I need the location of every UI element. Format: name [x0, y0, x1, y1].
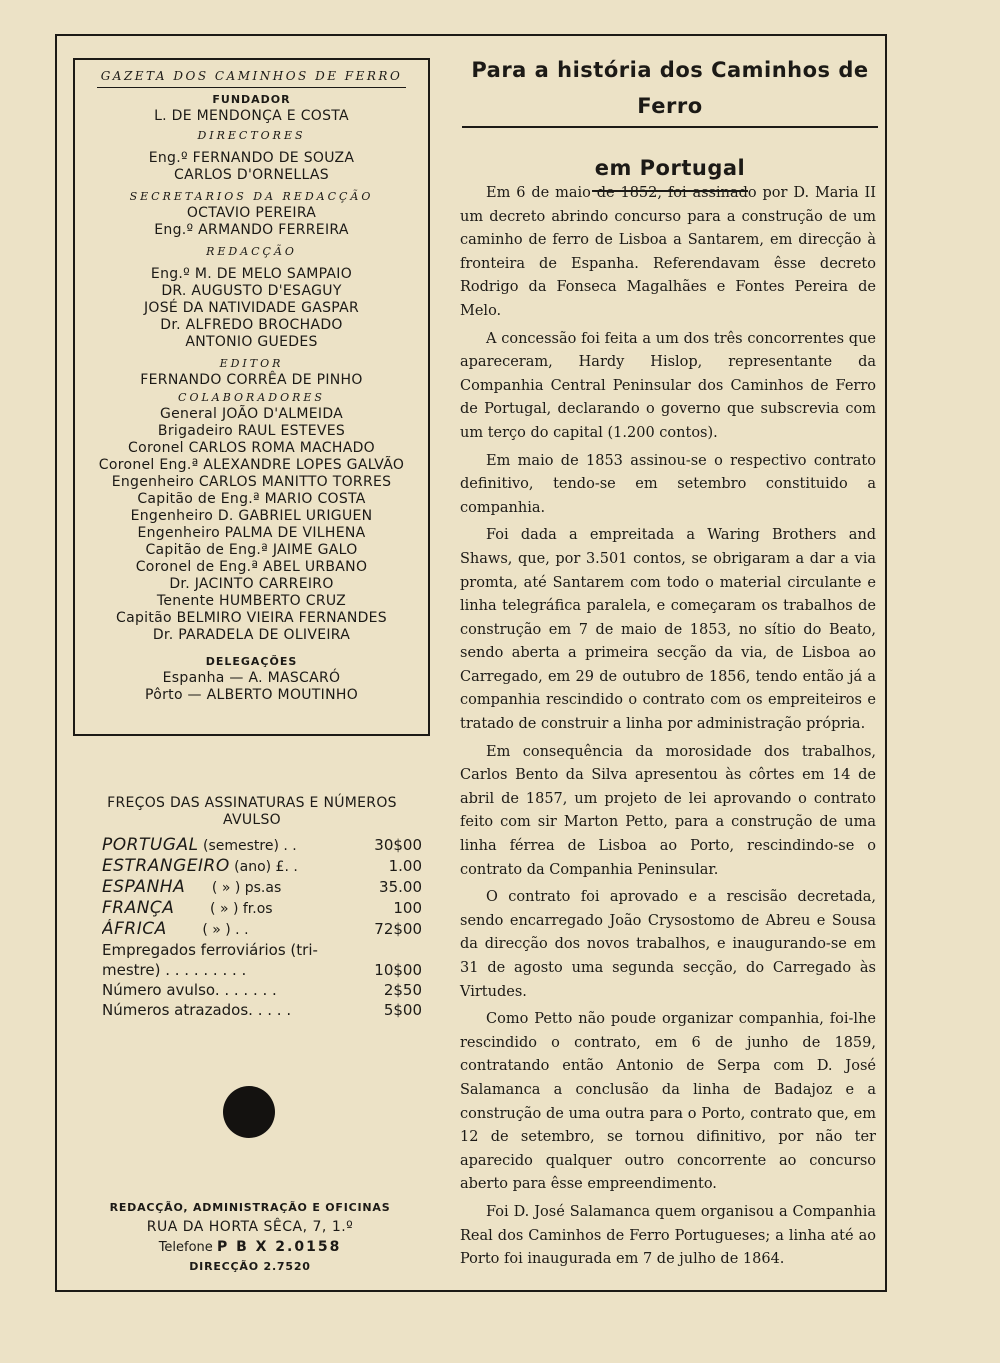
headline-line-2: em Portugal — [594, 156, 746, 180]
director-name: Eng.º FERNANDO DE SOUZA — [148, 150, 355, 166]
address-heading: REDACÇÃO, ADMINISTRAÇÃO E OFICINAS — [109, 1201, 391, 1214]
article-headline — [462, 52, 878, 192]
secretary-name: Eng.º ARMANDO FERREIRA — [154, 222, 349, 238]
phone-number: P B X 2.0158 — [216, 1239, 342, 1255]
price-row — [102, 898, 422, 919]
article-paragraph: Como Petto não poude organizar companhia, foi-lhe rescindido o contrato, em 6 de junho de 1859, contratando então Antonio de Serpa com D. José Salamanca a conclusão da linha de Badajoz e a construção de uma outra para o Porto, contrato que, em 12 de setembro, se tornou difinitivo, por não ter aparecido qualquer outro concorrente ao concurso aberto para êsse empreendimento. — [460, 1011, 876, 1193]
article-paragraph: O contrato foi aprovado e a rescisão decretada, sendo encarregado João Crysostomo de Abreu e Sousa da direcção dos novos trabalhos, e inaugurando-se em 31 de agosto uma segunda secção, do Carregado às Virtudes. — [460, 889, 876, 1000]
street-address: RUA DA HORTA SÊCA, 7, 1.º — [146, 1219, 354, 1235]
price-value: 5$00 — [383, 1001, 422, 1019]
phone-label: Telefone — [158, 1240, 213, 1255]
editorial-name: ANTONIO GUEDES — [185, 334, 318, 350]
founder-heading: FUNDADOR — [212, 93, 291, 106]
price-detail: (semestre) . . — [198, 838, 297, 854]
contributor-name: Engenheiro D. GABRIEL URIGUEN — [130, 508, 373, 524]
ink-dot-ornament — [223, 1086, 275, 1138]
delegation-entry: Espanha — A. MASCARÓ — [162, 670, 341, 686]
price-detail: ( » ) . . — [166, 922, 249, 938]
price-detail: (ano) £. . — [229, 859, 298, 875]
article-paragraph: Em maio de 1853 assinou-se o respectivo contrato definitivo, tendo-se em setembro constituido a companhia. — [460, 452, 876, 516]
founder-name: L. DE MENDONÇA E COSTA — [154, 108, 349, 124]
contributor-name: Coronel CARLOS ROMA MACHADO — [128, 440, 375, 456]
price-country: PORTUGAL — [102, 835, 199, 855]
direction-phone: DIRECÇÃO 2.7520 — [189, 1260, 311, 1273]
price-value: 72$00 — [374, 920, 422, 938]
price-value: 10$00 — [374, 961, 422, 979]
delegations-heading: DELEGAÇÕES — [205, 655, 298, 668]
contributor-name: Dr. JACINTO CARREIRO — [169, 576, 334, 592]
article-paragraph: Em 6 de maio de 1852, foi assinado por D. Maria II um decreto abrindo concurso para a construção de um caminho de ferro de Lisboa a Santarem, em direcção à fronteira de Espanha. Referendavam êsse decreto Rodrigo da Fonseca Magalhães e Fontes Pereira de Melo. — [460, 185, 876, 319]
contributor-name: Dr. PARADELA DE OLIVEIRA — [152, 627, 351, 643]
price-country: ESPANHA — [102, 877, 186, 897]
editorial-name: JOSÉ DA NATIVIDADE GASPAR — [143, 300, 360, 316]
contributor-name: Capitão BELMIRO VIEIRA FERNANDES — [116, 610, 387, 626]
address-block — [85, 1198, 415, 1276]
editorial-name: DR. AUGUSTO D'ESAGUY — [161, 283, 342, 299]
price-country: ÁFRICA — [102, 919, 167, 939]
secretaries-heading: SECRETARIOS DA REDACÇÃO — [129, 190, 374, 203]
price-row — [102, 835, 422, 856]
prices-title-cont: AVULSO — [222, 812, 281, 828]
price-value: 100 — [393, 899, 422, 917]
price-row — [102, 919, 422, 940]
price-value: 35.00 — [379, 878, 422, 896]
price-detail: ( » ) ps.as — [185, 880, 282, 896]
editor-heading: EDITOR — [219, 357, 284, 370]
editor-name: FERNANDO CORRÊA DE PINHO — [140, 372, 363, 388]
secretary-name: OCTAVIO PEREIRA — [186, 205, 317, 221]
prices-title: FREÇOS DAS ASSINATURAS E NÚMEROS — [107, 795, 397, 811]
price-row — [102, 960, 422, 980]
article-body — [460, 182, 876, 1276]
contributor-name: Engenheiro PALMA DE VILHENA — [137, 525, 366, 541]
contributor-name: Capitão de Eng.ª JAIME GALO — [145, 542, 358, 558]
price-row — [102, 1000, 422, 1020]
delegation-entry: Pôrto — ALBERTO MOUTINHO — [144, 687, 359, 703]
price-country: FRANÇA — [102, 898, 175, 918]
article-paragraph: Foi D. José Salamanca quem organisou a Companhia Real dos Caminhos de Ferro Portugueses; a linha até ao Porto foi inaugurada em 7 de julho de 1864. — [460, 1203, 876, 1268]
price-row — [102, 980, 422, 1000]
contributor-name: Capitão de Eng.ª MARIO COSTA — [137, 491, 366, 507]
price-row — [102, 856, 422, 877]
employees-label: Empregados ferroviários (tri- — [102, 941, 318, 959]
price-value: 1.00 — [388, 857, 422, 875]
contributor-name: Tenente HUMBERTO CRUZ — [156, 593, 347, 609]
headline-line-1: Para a história dos Caminhos de Ferro — [471, 58, 869, 118]
price-value: 2$50 — [383, 981, 422, 999]
directors-heading: DIRECTORES — [197, 129, 306, 142]
contributor-name: Brigadeiro RAUL ESTEVES — [157, 423, 346, 439]
contributor-name: General JOÃO D'ALMEIDA — [159, 406, 344, 422]
back-issue-label: Números atrazados. . . . . — [102, 1001, 292, 1019]
price-value: 30$00 — [374, 836, 422, 854]
price-country: ESTRANGEIRO — [102, 856, 230, 876]
editorial-heading: REDACÇÃO — [206, 245, 297, 258]
contributor-name: Coronel de Eng.ª ABEL URBANO — [135, 559, 368, 575]
single-issue-label: Número avulso. . . . . . . — [102, 981, 277, 999]
director-name: CARLOS D'ORNELLAS — [174, 167, 329, 183]
employees-label-cont: mestre) . . . . . . . . . — [102, 961, 247, 979]
article-paragraph: Foi dada a empreitada a Waring Brothers and Shaws, que, por 3.501 contos, se obrigaram a dar a via promta, até Santarem com todo o material circulante e linha telegráfica paralela, e começaram os trabalhos de construção em 7 de maio de 1853, no sítio do Beato, sendo aberta a primeira secção da via, de Lisboa ao Carregado, em 29 de outubro de 1856, tendo então já a companhia rescindido o contrato com os empreiteiros e tratado de construir a linha por administração própria. — [460, 527, 876, 733]
contributor-name: Engenheiro CARLOS MANITTO TORRES — [111, 474, 392, 490]
masthead-box — [73, 58, 430, 736]
phone-line — [85, 1237, 415, 1258]
subscription-prices — [82, 795, 422, 1020]
contributor-name: Coronel Eng.ª ALEXANDRE LOPES GALVÃO — [98, 457, 405, 473]
editorial-name: Dr. ALFREDO BROCHADO — [160, 317, 343, 333]
article-paragraph: A concessão foi feita a um dos três concorrentes que apareceram, Hardy Hislop, representante da Companhia Central Peninsular dos Caminhos de Ferro de Portugal, declarando o governo que subscrevia com um terço do capital (1.200 contos). — [460, 330, 876, 441]
editorial-name: Eng.º M. DE MELO SAMPAIO — [150, 266, 353, 282]
contributors-heading: COLABORADORES — [178, 391, 325, 404]
price-detail: ( » ) fr.os — [174, 901, 273, 917]
price-row — [102, 877, 422, 898]
article-paragraph: Em consequência da morosidade dos trabalhos, Carlos Bento da Silva apresentou às côrtes em 14 de abril de 1857, um projeto de lei aprovando o contrato feito com sir Marton Petto, para a construção de uma linha férrea de Lisboa ao Porto, rescindindo-se o contrato da Companhia Peninsular. — [460, 743, 876, 878]
masthead-title: GAZETA DOS CAMINHOS DE FERRO — [97, 69, 406, 88]
